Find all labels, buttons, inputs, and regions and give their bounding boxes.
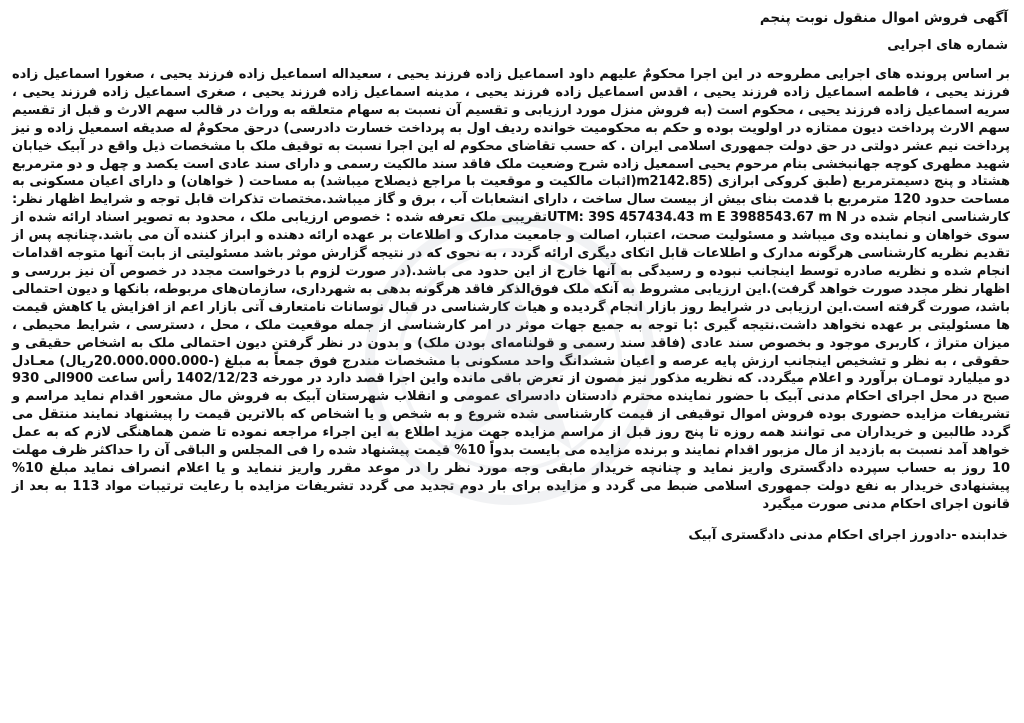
notice-signature: خدابنده -دادورز اجرای احکام مدنی دادگستری آبیک [688,527,1008,543]
notice-title: آگهی فروش اموال منقول نوبت پنجم [759,10,1008,26]
execution-numbers-label: شماره های اجرایی [887,38,1008,53]
notice-body: بر اساس پرونده های اجرایی مطروحه در این اجرا محکومٌ علیهم داود اسماعیل زاده فرزند یحیی ، سعیداله اسماعیل زاده فرزند یحیی ، صغورا اسماعیل زاده فرزند یحیی ، فاطمه اسماعیل زاده فرزند یحیی ، اقدس اسماعیل زاده فرزند یحیی ، مدینه اسماعیل زاده فرزند یحیی ، صغری اسماعیل زاده فرزند یحیی ، سریه اسماعیل زاده فرزند یحیی ، محکوم است (به فروش منزل مورد ارزیابی و تقسیم آن نسبت به سهام متعلقه به وراث در قالب سهم الارث و قبل از تقسیم سهم الارث پرداخت دیون ممتازه در اولویت بوده و حکم به محکومیت خوانده ردیف اول به پرداخت خسارت دادرسی) درحق محکومٌ له صدیقه اسمعیل زاده و نیز پرداخت نیم عشر دولتی در حق دولت جمهوری اسلامی ایران . که حسب تقاضای محکوم له این اجرا نسبت به توقیف ملک با مشخصات ذیل واقع در آبیک خیابان شهید مطهری کوچه جهانبخشی بنام مرحوم یحیی اسمعیل زاده شرح وضعیت ملک فاقد سند مالکیت رسمی و دارای سند عادی است یکصد و چهل و دو مترمربع هشتاد و پنج دسیمترمربع (طبق کروکی ابرازی (m2142.85(اثبات مالکیت و موقعیت با مراجع ذیصلاح میباشد) به مساحت ( خواهان) و دارای اعیان مسکونی به مساحت حدود 120 مترمربع با قدمت بنای بیش از بیست سال ساخت ، دارای انشعابات آب ، برق و گاز میباشد.مختصات تذکرات قابل توجه و شرایط اظهار نظر: کارشناسی انجام شده در UTM: 39S 457434.43 m E 3988543.67 m Nتقریبی ملک تعرفه شده : خصوص ارزیابی ملک ، محدود به تصویر اسناد ارائه شده از سوی خواهان و نماینده وی میباشد و مسئولیت صحت، اعتبار، اصالت و جامعیت مدارک و اطلاعات بر عهده ارائه دهنده و ابراز کننده آن می باشد.چنانچه پس از تقدیم نظریه کارشناسی هرگونه مدارک و اطلاعات قابل اتکای دیگری ارائه گردد ، به نحوی که در نتیجه گزارش موثر باشد مسئولیتی از بابت آنها متوجه اقدامات انجام شده و نظریه صادره توسط اینجانب نبوده و رسیدگی به آنها خارج از این حدود می باشد.(در صورت لزوم با درخواست مجدد در خصوص آن نیز بررسی و اظهار نظر مجدد صورت خواهد گرفت).این ارزیابی مشروط به آنکه ملک فوق‌الذکر فاقد هرگونه بدهی به شهرداری، سازمان‌های مربوطه، بانکها و دیون احتمالی باشد، صورت گرفته است.این ارزیابی در شرایط روز بازار انجام گردیده و هیات کارشناسی در قبال نوسانات نامتعارف آتی بازار اعم از افزایش یا کاهش قیمت ها مسئولیتی بر عهده نخواهد داشت.نتیجه گیری :با توجه به جمیع جهات موثر در امر کارشناسی از جمله موقعیت ملک ، محل ، دسترسی ، شرایط محیطی ، میزان متراژ ، کاربری موجود و بخصوص سند عادی (فاقد سند رسمی و قولنامه‌ای بودن ملک) و بدون در نظر گرفتن دیون احتمالی ملک به اشخاص حقیقی و حقوقی ، به نظر و تشخیص اینجانب ارزش پایه عرصه و اعیان ششدانگ واحد مسکونی با مشخصات مندرج فوق جمعاً به مبلغ (-20.000.000.000ریال) معـادل دو میلیارد تومـان برآورد و اعلام میگردد. که نظریه مذکور نیز مصون از تعرض باقی مانده واین اجرا قصد دارد در مورخه 1402/12/23 رأس ساعت 900الی 930 صبح در محل اجرای احکام مدنی آبیک با حضور نماینده محترم دادستان دادسرای عمومی و انقلاب شهرستان آبیک به فروش مال مشعور اقدام نماید مراسم و تشریفات مزایده حضوری بوده فروش اموال توقیفی از قیمت کارشناسی شده شروع و به شخص و یا اشخاص که بالاترین قیمت را پیشنهاد نمایند منتقل می گردد طالبین و خریداران می توانند همه روزه تا پنج روز قبل از مراسم مزایده جهت مزید اطلاع به این اجراء مراجعه نموده تا ضمن هماهنگی لازم که به عمل خواهد آمد نسبت به بازدید از مال مزبور اقدام نمایند و برنده مزایده می بایست بدواً 10% قیمت پیشنهاد شده را فی المجلس و الباقی آن را حداکثر ظرف مهلت 10 روز به حساب سپرده دادگستری واریز نماید و چنانچه خریدار مابقی وجه مورد نظر را در موعد مقرر واریز ننماید و یا اعلام انصراف نماید مبلغ 10% پیشنهادی خریدار به نفع دولت جمهوری اسلامی ضبط می گردد و مزایده برای بار دوم تجدید می گردد تشریفات مزایده با رعایت ترتیبات مواد 113 به بعد از قانون اجرای احکام مدنی صورت میگیرد [12,67,1011,512]
